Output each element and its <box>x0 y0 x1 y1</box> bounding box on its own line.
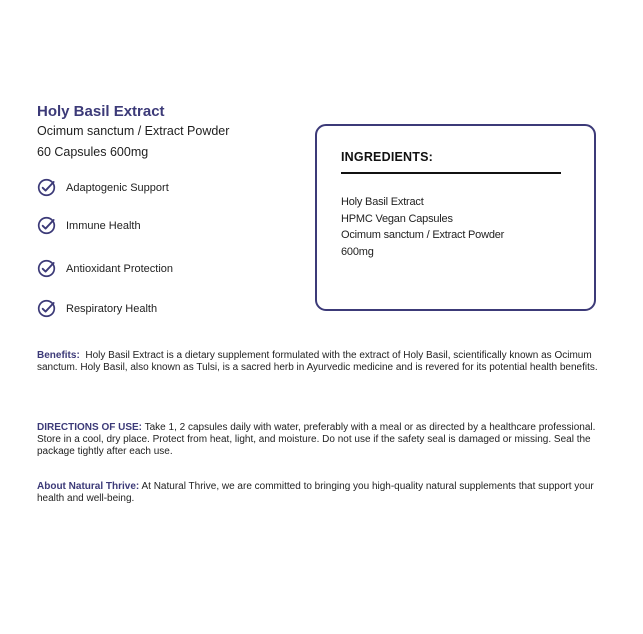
ingredients-box <box>315 124 596 311</box>
benefits-text: Holy Basil Extract is a dietary supplement formulated with the extract of Holy Basil, scientifically known as Ocimum sanctum. Holy Basil, also known as Tulsi, is a sacred herb in Ayurvedic medicine and is revered for its potential health benefits. <box>37 350 598 373</box>
ingredient-item: 600mg <box>341 245 374 258</box>
about-text: At Natural Thrive, we are committed to bringing you high-quality natural supplements that support your health and well-being. <box>37 481 594 504</box>
feature-item <box>37 216 141 235</box>
ingredients-list <box>341 194 504 260</box>
product-dosage: 60 Capsules 600mg <box>37 145 149 159</box>
feature-item <box>37 178 169 197</box>
check-circle-icon <box>37 178 56 197</box>
directions-label: DIRECTIONS OF USE: <box>37 422 143 433</box>
product-title: Holy Basil Extract <box>37 103 165 120</box>
feature-label: Respiratory Health <box>66 302 158 315</box>
ingredients-title: INGREDIENTS: <box>341 150 433 164</box>
check-circle-icon <box>37 216 56 235</box>
feature-label: Antioxidant Protection <box>66 262 174 275</box>
feature-item <box>37 259 173 278</box>
ingredients-divider <box>341 172 561 174</box>
benefits-label: Benefits: <box>37 350 80 361</box>
about-paragraph <box>37 481 607 505</box>
feature-item <box>37 299 157 318</box>
feature-label: Adaptogenic Support <box>66 181 169 194</box>
check-circle-icon <box>37 259 56 278</box>
about-label: About Natural Thrive: <box>37 481 140 492</box>
benefits-paragraph <box>37 350 607 374</box>
check-circle-icon <box>37 299 56 318</box>
ingredient-item: HPMC Vegan Capsules <box>341 212 453 225</box>
ingredient-item: Ocimum sanctum / Extract Powder <box>341 229 505 241</box>
ingredient-item: Holy Basil Extract <box>341 196 424 208</box>
directions-paragraph <box>37 422 607 458</box>
directions-text: Take 1, 2 capsules daily with water, preferably with a meal or as directed by a healthcare professional. Store in a cool, dry place. Protect from heat, light, and moisture. Do not use if the safety seal is damaged or missing. Seal the package tightly after each use. <box>37 422 596 457</box>
product-subtitle: Ocimum sanctum / Extract Powder <box>37 124 230 138</box>
feature-label: Immune Health <box>66 219 141 232</box>
